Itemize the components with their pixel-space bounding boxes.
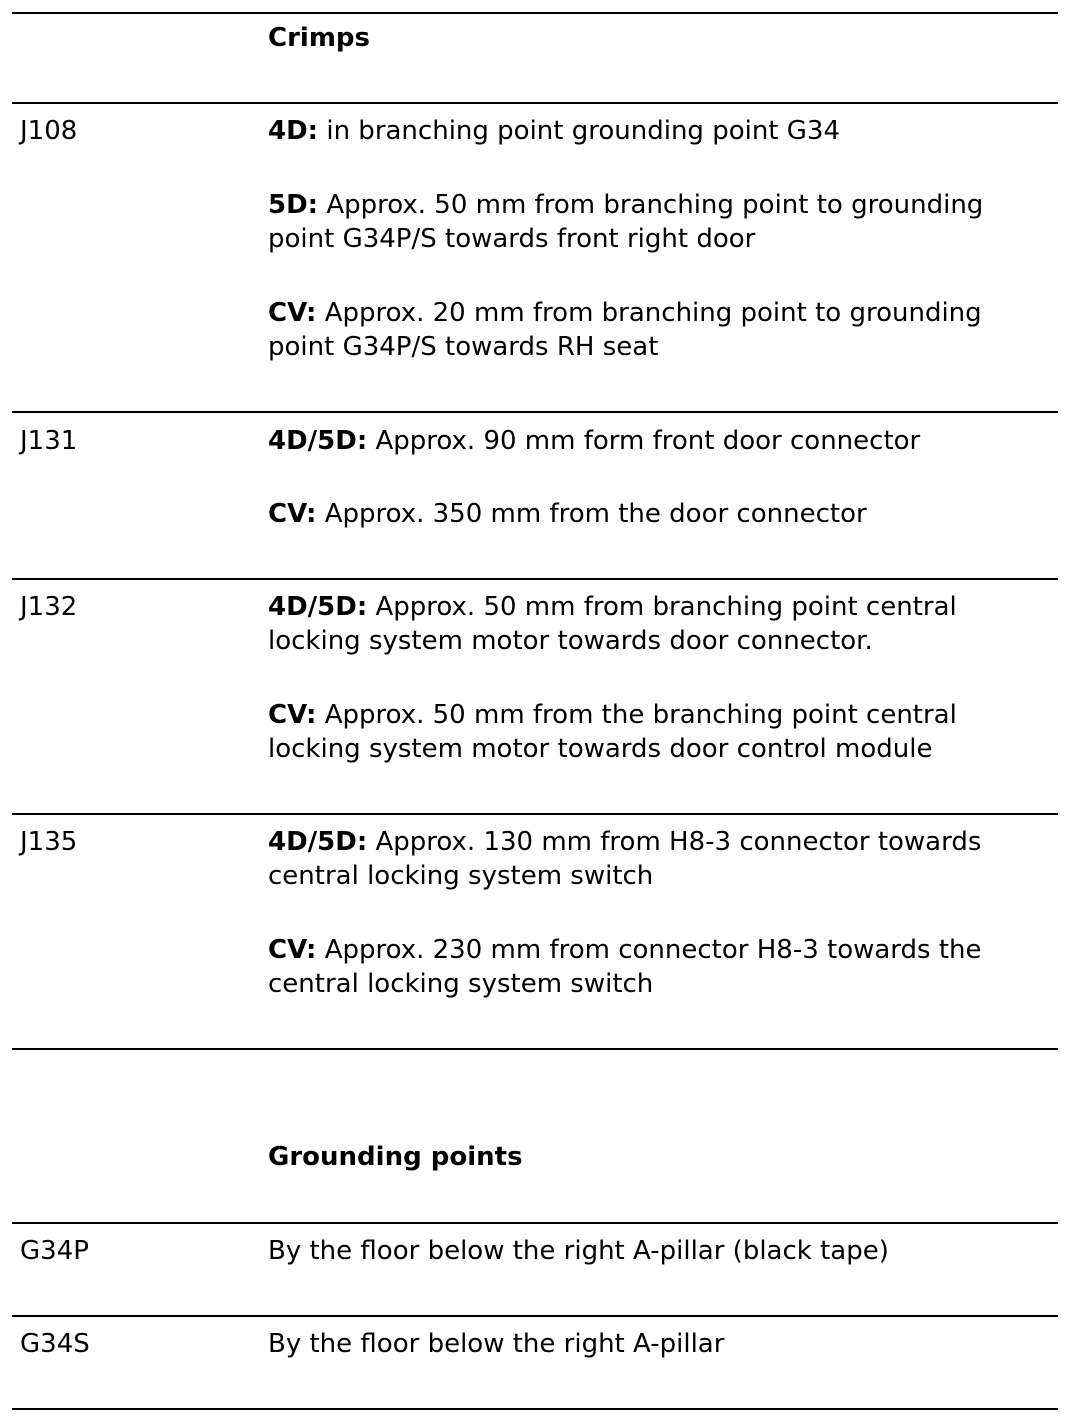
variant-label: 4D:: [268, 116, 319, 146]
grounding-description: By the floor below the right A-pillar: [268, 1329, 725, 1359]
row-divider: [12, 578, 1058, 580]
entry-line: point G34P/S towards front right door: [268, 224, 756, 254]
crimp-entry: [268, 825, 1058, 893]
variant-label: CV:: [268, 935, 317, 965]
entry-line: Approx. 130 mm from H8-3 connector towards: [375, 827, 982, 857]
variant-label: 4D/5D:: [268, 426, 368, 456]
variant-label: CV:: [268, 700, 317, 730]
crimp-entry: [268, 188, 1058, 256]
row-divider: [12, 813, 1058, 815]
crimp-entry: [268, 114, 1058, 148]
grounding-title: Grounding points: [268, 1142, 523, 1172]
row-divider: [12, 411, 1058, 413]
variant-label: 5D:: [268, 190, 319, 220]
entry-line: Approx. 230 mm from connector H8-3 towards the: [324, 935, 982, 965]
entry-line: locking system motor towards door control module: [268, 734, 933, 764]
entry-line: Approx. 350 mm from the door connector: [324, 499, 867, 529]
variant-label: CV:: [268, 499, 317, 529]
crimp-entry: [268, 933, 1058, 1001]
grounding-code: G34S: [20, 1329, 90, 1359]
grounding-code: G34P: [20, 1236, 89, 1266]
entry-line: Approx. 50 mm from branching point central: [375, 592, 957, 622]
grounding-description: By the floor below the right A-pillar (black tape): [268, 1236, 889, 1266]
crimps-header-rule: [12, 102, 1058, 104]
row-divider: [12, 1315, 1058, 1317]
top-rule: [12, 12, 1058, 14]
crimp-code: J131: [20, 426, 78, 456]
grounding-header-rule: [12, 1222, 1058, 1224]
variant-label: 4D/5D:: [268, 592, 368, 622]
entry-line: Approx. 50 mm from the branching point central: [324, 700, 957, 730]
crimps-title: Crimps: [268, 23, 370, 53]
entry-line: in branching point grounding point G34: [326, 116, 840, 146]
entry-line: Approx. 90 mm form front door connector: [375, 426, 921, 456]
crimp-entry: [268, 424, 1058, 458]
entry-line: central locking system switch: [268, 861, 654, 891]
entry-line: Approx. 20 mm from branching point to grounding: [324, 298, 982, 328]
crimp-code: J108: [20, 116, 78, 146]
entry-line: central locking system switch: [268, 969, 654, 999]
crimp-code: J135: [20, 827, 78, 857]
crimps-bottom-rule: [12, 1048, 1058, 1050]
entry-line: Approx. 50 mm from branching point to grounding: [326, 190, 984, 220]
variant-label: 4D/5D:: [268, 827, 368, 857]
crimp-entry: [268, 698, 1058, 766]
entry-line: point G34P/S towards RH seat: [268, 332, 659, 362]
crimp-entry: [268, 296, 1058, 364]
crimp-entry: [268, 497, 1058, 531]
crimp-entry: [268, 590, 1058, 658]
variant-label: CV:: [268, 298, 317, 328]
crimp-code: J132: [20, 592, 78, 622]
bottom-rule: [12, 1408, 1058, 1410]
entry-line: locking system motor towards door connector.: [268, 626, 873, 656]
